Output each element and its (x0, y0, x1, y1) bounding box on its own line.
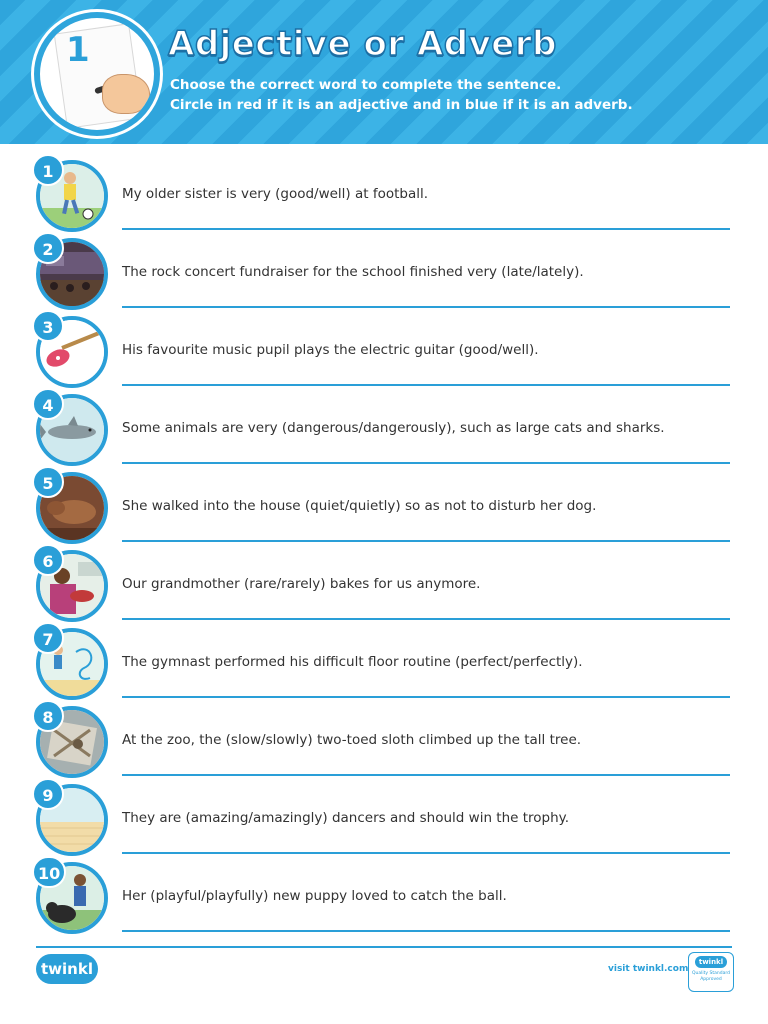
question-text: She walked into the house (quiet/quietly) so as not to disturb her dog. (122, 498, 597, 514)
answer-line[interactable] (122, 462, 730, 464)
header-banner (0, 0, 768, 144)
question-3 (0, 316, 768, 394)
question-number: 2 (32, 232, 64, 264)
visit-link[interactable]: visit twinkl.com (608, 964, 689, 974)
quality-badge-text: Quality Standard Approved (692, 971, 730, 982)
question-text: The gymnast performed his difficult floor routine (perfect/perfectly). (122, 654, 583, 670)
writing-hand-icon (102, 74, 150, 114)
question-6 (0, 550, 768, 628)
question-number: 4 (32, 388, 64, 420)
question-number: 9 (32, 778, 64, 810)
question-5 (0, 472, 768, 550)
question-9 (0, 784, 768, 862)
question-number: 8 (32, 700, 64, 732)
question-text: My older sister is very (good/well) at football. (122, 186, 429, 202)
question-number: 10 (32, 856, 66, 888)
question-1 (0, 160, 768, 238)
page-title: Adjective or Adverb (168, 24, 557, 64)
answer-line[interactable] (122, 306, 730, 308)
answer-line[interactable] (122, 228, 730, 230)
question-text: They are (amazing/amazingly) dancers and should win the trophy. (122, 810, 570, 826)
question-text: Some animals are very (dangerous/dangerously), such as large cats and sharks. (122, 420, 665, 436)
question-text: The rock concert fundraiser for the school finished very (late/lately). (122, 264, 584, 280)
answer-line[interactable] (122, 774, 730, 776)
question-2 (0, 238, 768, 316)
question-7 (0, 628, 768, 706)
answer-line[interactable] (122, 930, 730, 932)
instructions-line-1: Choose the correct word to complete the sentence. (170, 77, 562, 93)
question-text: His favourite music pupil plays the electric guitar (good/well). (122, 342, 539, 358)
question-10 (0, 862, 768, 940)
question-text: At the zoo, the (slow/slowly) two-toed sloth climbed up the tall tree. (122, 732, 582, 748)
question-number: 6 (32, 544, 64, 576)
answer-line[interactable] (122, 696, 730, 698)
quality-badge-logo: twinkl (695, 956, 727, 968)
question-number: 3 (32, 310, 64, 342)
answer-line[interactable] (122, 852, 730, 854)
footer-divider (36, 946, 732, 948)
question-text: Her (playful/playfully) new puppy loved to catch the ball. (122, 888, 507, 904)
question-number: 5 (32, 466, 64, 498)
badge-number: 1 (66, 30, 90, 70)
question-8 (0, 706, 768, 784)
quality-standard-badge (688, 952, 734, 992)
question-number: 1 (32, 154, 64, 186)
question-4 (0, 394, 768, 472)
question-number: 7 (32, 622, 64, 654)
question-text: Our grandmother (rare/rarely) bakes for us anymore. (122, 576, 481, 592)
answer-line[interactable] (122, 618, 730, 620)
worksheet-badge (34, 12, 160, 136)
answer-line[interactable] (122, 384, 730, 386)
twinkl-logo[interactable]: twinkl (36, 954, 98, 984)
instructions-line-2: Circle in red if it is an adjective and in blue if it is an adverb. (170, 97, 633, 113)
answer-line[interactable] (122, 540, 730, 542)
